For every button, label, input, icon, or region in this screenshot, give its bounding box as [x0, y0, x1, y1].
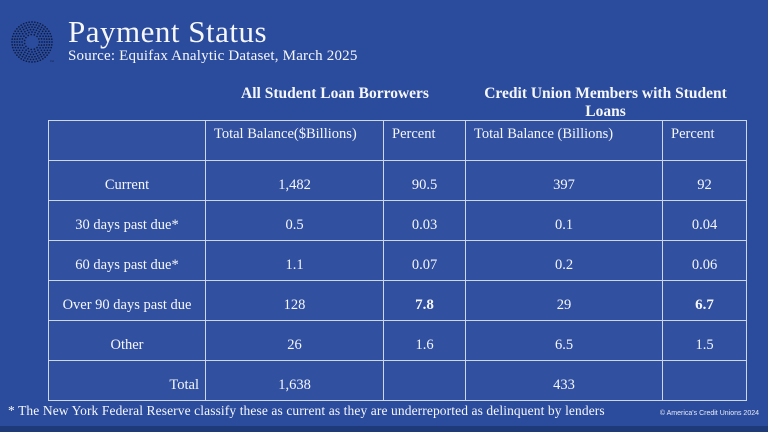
column-header-percent-cu: Percent — [663, 121, 747, 161]
row-label: 30 days past due* — [49, 201, 206, 241]
value-cell: 1,482 — [206, 161, 384, 201]
value-cell: 0.06 — [663, 241, 747, 281]
value-cell: 128 — [206, 281, 384, 321]
group-header-credit-union-label: Credit Union Members with Student Loans — [484, 85, 727, 120]
row-label: 60 days past due* — [49, 241, 206, 281]
svg-text:™: ™ — [50, 59, 54, 64]
value-cell: 397 — [466, 161, 663, 201]
value-cell: 26 — [206, 321, 384, 361]
value-cell: 0.1 — [466, 201, 663, 241]
value-cell — [663, 361, 747, 401]
value-cell: 1.1 — [206, 241, 384, 281]
value-cell: 0.04 — [663, 201, 747, 241]
copyright: © America's Credit Unions 2024 — [659, 410, 759, 417]
column-header-empty — [49, 121, 206, 161]
value-cell: 1.6 — [384, 321, 466, 361]
column-header-balance-all: Total Balance($Billions) — [206, 121, 384, 161]
bottom-accent-bar — [0, 426, 768, 432]
footnote: * The New York Federal Reserve classify these as current as they are underreported as delinquent by lenders — [8, 403, 605, 418]
value-cell: 92 — [663, 161, 747, 201]
group-header-all-borrowers: All Student Loan Borrowers — [241, 85, 429, 102]
page-title: Payment Status — [68, 14, 268, 49]
value-cell: 7.8 — [384, 281, 466, 321]
value-cell: 0.5 — [206, 201, 384, 241]
row-label: Over 90 days past due — [49, 281, 206, 321]
value-cell: 0.03 — [384, 201, 466, 241]
value-cell: 433 — [466, 361, 663, 401]
page-subtitle: Source: Equifax Analytic Dataset, March 2025 — [68, 48, 358, 64]
value-cell: 1,638 — [206, 361, 384, 401]
row-label: Total — [49, 361, 206, 401]
value-cell: 6.5 — [466, 321, 663, 361]
value-cell: 90.5 — [384, 161, 466, 201]
value-cell: 6.7 — [663, 281, 747, 321]
column-header-balance-cu: Total Balance (Billions) — [466, 121, 663, 161]
row-label: Current — [49, 161, 206, 201]
row-label: Other — [49, 321, 206, 361]
value-cell: 0.2 — [466, 241, 663, 281]
value-cell: 29 — [466, 281, 663, 321]
value-cell — [384, 361, 466, 401]
group-header-credit-union — [465, 85, 746, 121]
value-cell: 1.5 — [663, 321, 747, 361]
value-cell: 0.07 — [384, 241, 466, 281]
credit-union-rings-logo-icon — [9, 19, 55, 65]
column-header-percent-all: Percent — [384, 121, 466, 161]
payment-status-table — [48, 120, 747, 401]
